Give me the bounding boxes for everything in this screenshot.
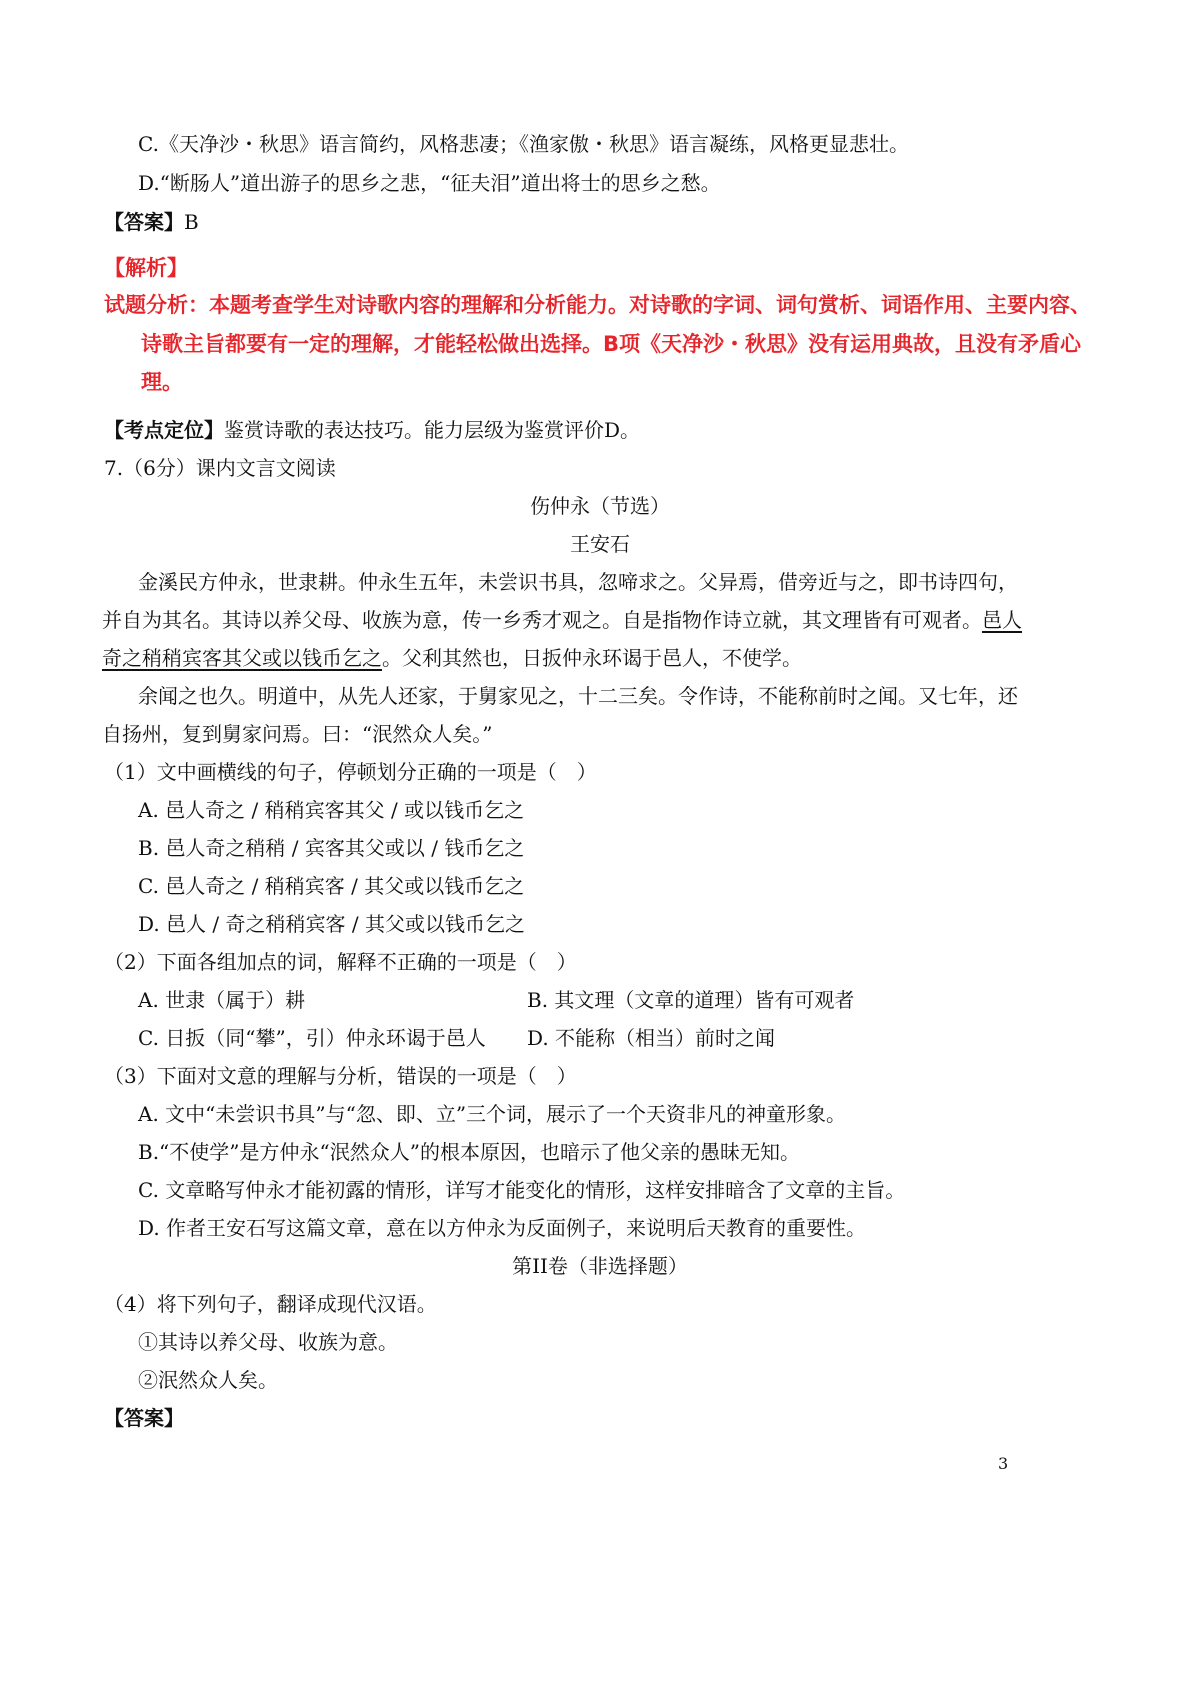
sub3-stem: （3）下面对文意的理解与分析，错误的一项是（ ） bbox=[104, 1064, 577, 1088]
sub4-stem: （4）将下列句子，翻译成现代汉语。 bbox=[104, 1292, 437, 1316]
q6-option-c: C.《天净沙・秋思》语言简约，风格悲凄；《渔家傲・秋思》语言凝练，风格更显悲壮。 bbox=[138, 132, 909, 156]
analysis-label: 【解析】 bbox=[104, 256, 188, 280]
passage-para1-line3 bbox=[102, 645, 802, 671]
sub4-item-1: ①其诗以养父母、收族为意。 bbox=[138, 1330, 398, 1354]
underlined-sentence-end: 奇之稍稍宾客其父或以钱币乞之 bbox=[102, 646, 382, 670]
kaodian-label: 【考点定位】 bbox=[104, 418, 224, 442]
kaodian-text: 鉴赏诗歌的表达技巧。能力层级为鉴赏评价D。 bbox=[224, 418, 641, 442]
sub3-option-b: B.“不使学”是方仲永“泯然众人”的根本原因，也暗示了他父亲的愚昧无知。 bbox=[138, 1140, 800, 1164]
para1-line2-text: 并自为其名。其诗以养父母、收族为意，传一乡秀才观之。自是指物作诗立就，其文理皆有可观者。 bbox=[102, 608, 982, 632]
sub1-option-c: C. 邑人奇之 / 稍稍宾客 / 其父或以钱币乞之 bbox=[138, 874, 525, 898]
page-number: 3 bbox=[998, 1454, 1009, 1473]
section-title: 第II卷（非选择题） bbox=[512, 1254, 688, 1278]
sub4-item-2: ②泯然众人矣。 bbox=[138, 1368, 278, 1392]
sub1-stem: （1）文中画横线的句子，停顿划分正确的一项是（ ） bbox=[104, 760, 597, 784]
analysis-line-2: 诗歌主旨都要有一定的理解，才能轻松做出选择。B项《天净沙・秋思》没有运用典故，且没有矛盾心 bbox=[141, 332, 1082, 356]
passage-author: 王安石 bbox=[570, 532, 630, 556]
sub2-option-b: B. 其文理（文章的道理）皆有可观者 bbox=[527, 988, 855, 1012]
passage-para1-line2 bbox=[102, 607, 1022, 633]
sub1-option-b: B. 邑人奇之稍稍 / 宾客其父或以 / 钱币乞之 bbox=[138, 836, 525, 860]
answer-label: 【答案】 bbox=[104, 210, 184, 234]
sub3-option-a: A. 文中“未尝识书具”与“忽、即、立”三个词，展示了一个天资非凡的神童形象。 bbox=[138, 1102, 847, 1126]
sub3-option-d: D. 作者王安石写这篇文章，意在以方仲永为反面例子，来说明后天教育的重要性。 bbox=[138, 1216, 867, 1240]
sub2-option-d: D. 不能称（相当）前时之闻 bbox=[527, 1026, 776, 1050]
answer-value: B bbox=[184, 210, 199, 234]
sub2-option-a: A. 世隶（属于）耕 bbox=[138, 988, 306, 1012]
sub1-option-a: A. 邑人奇之 / 稍稍宾客其父 / 或以钱币乞之 bbox=[138, 798, 525, 822]
kaodian bbox=[104, 417, 640, 443]
q7-answer-label: 【答案】 bbox=[104, 1406, 184, 1430]
q7-heading: 7.（6分）课内文言文阅读 bbox=[104, 456, 336, 480]
para1-line3-text: 。父利其然也，日扳仲永环谒于邑人，不使学。 bbox=[382, 646, 802, 670]
sub1-option-d: D. 邑人 / 奇之稍稍宾客 / 其父或以钱币乞之 bbox=[138, 912, 525, 936]
sub3-option-c: C. 文章略写仲永才能初露的情形，详写才能变化的情形，这样安排暗含了文章的主旨。 bbox=[138, 1178, 906, 1202]
underlined-sentence-start: 邑人 bbox=[982, 608, 1022, 632]
passage-title: 伤仲永（节选） bbox=[530, 494, 670, 518]
analysis-line-3: 理。 bbox=[141, 370, 183, 394]
sub2-option-c: C. 日扳（同“攀”，引）仲永环谒于邑人 bbox=[138, 1026, 486, 1050]
sub2-stem: （2）下面各组加点的词，解释不正确的一项是（ ） bbox=[104, 950, 577, 974]
q6-option-d: D.“断肠人”道出游子的思乡之悲，“征夫泪”道出将士的思乡之愁。 bbox=[138, 171, 721, 195]
passage-para2-line2: 自扬州，复到舅家问焉。曰：“泯然众人矣。” bbox=[102, 722, 493, 746]
passage-para1-line1: 金溪民方仲永，世隶耕。仲永生五年，未尝识书具，忽啼求之。父异焉，借旁近与之，即书诗四句， bbox=[138, 570, 1018, 594]
passage-para2-line1: 余闻之也久。明道中，从先人还家，于舅家见之，十二三矣。令作诗，不能称前时之闻。又七年，还 bbox=[138, 684, 1018, 708]
q6-answer bbox=[104, 209, 199, 235]
analysis-line-1: 试题分析：本题考查学生对诗歌内容的理解和分析能力。对诗歌的字词、词句赏析、词语作用、主要内容、 bbox=[104, 293, 1091, 317]
